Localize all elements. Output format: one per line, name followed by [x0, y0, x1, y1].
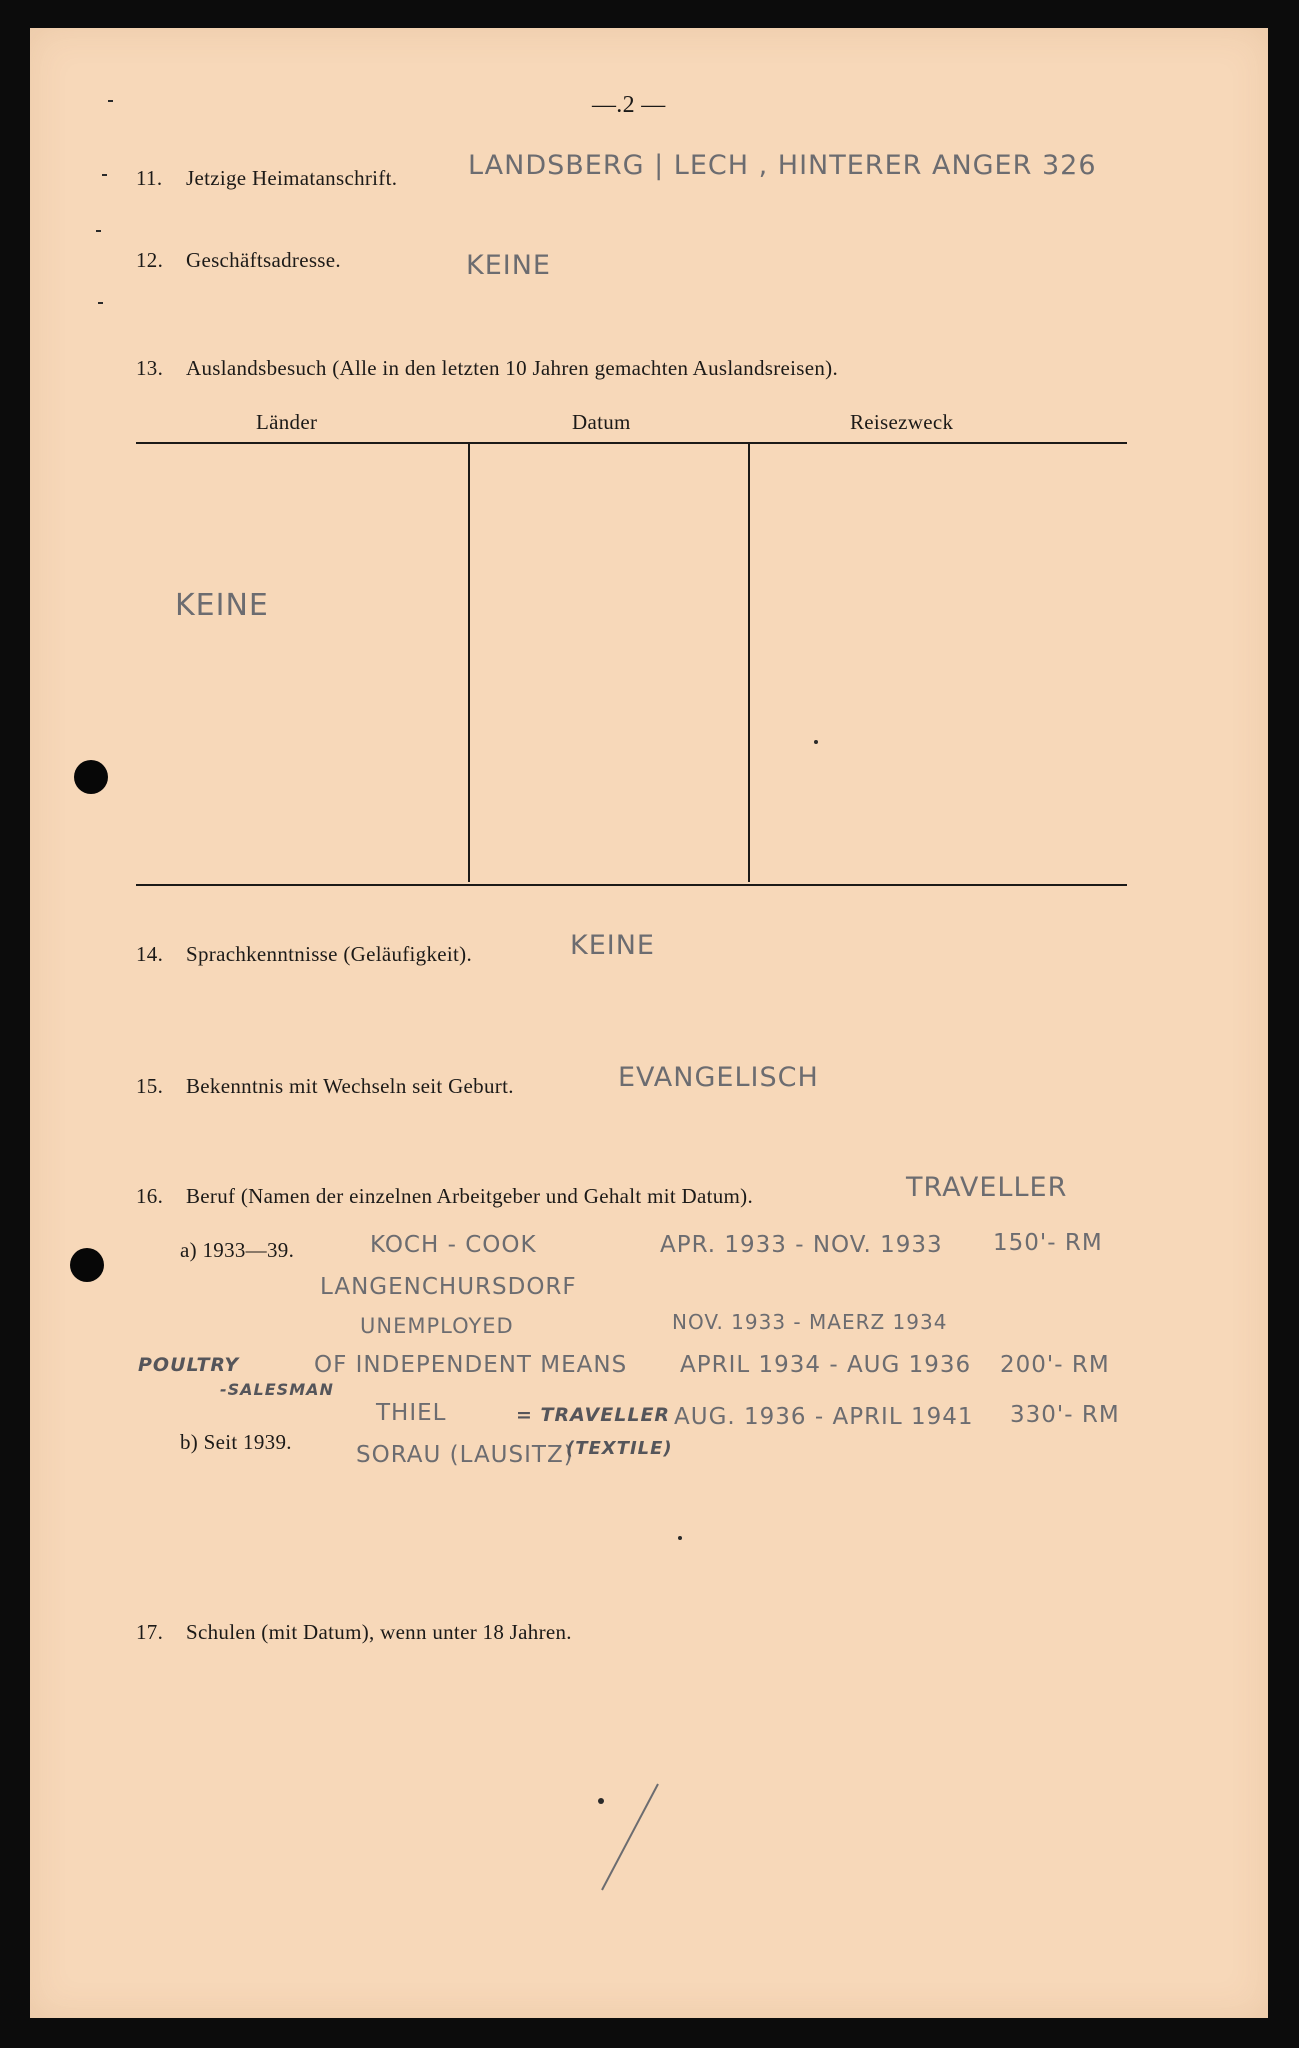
table-bottom-rule — [136, 884, 1127, 886]
employment-row-1-period: APR. 1933 - NOV. 1933 — [660, 1232, 943, 1258]
employment-row-4-salary: 200'- RM — [1000, 1352, 1110, 1378]
employment-row-6-employer: SORAU (LAUSITZ) — [356, 1442, 574, 1468]
margin-note-salesman: -SALESMAN — [220, 1380, 334, 1399]
table-header-reisezweck: Reisezweck — [850, 410, 954, 434]
employment-row-3-employer: UNEMPLOYED — [360, 1314, 514, 1338]
field-14-number: 14. — [136, 942, 164, 966]
stray-mark — [96, 230, 101, 232]
table-top-rule — [136, 442, 1127, 444]
pencil-stroke — [590, 1778, 670, 1898]
employment-a-label: a) 1933—39. — [180, 1238, 295, 1262]
field-11-number: 11. — [136, 166, 163, 190]
employment-row-4-period: APRIL 1934 - AUG 1936 — [680, 1352, 972, 1378]
field-11-label: Jetzige Heimatanschrift. — [186, 166, 398, 190]
employment-b-label: b) Seit 1939. — [180, 1430, 292, 1454]
employment-row-2-employer: LANGENCHURSDORF — [320, 1274, 577, 1300]
margin-note-poultry: POULTRY — [138, 1354, 240, 1376]
table-divider-1 — [468, 444, 470, 882]
field-15-number: 15. — [136, 1074, 164, 1098]
employment-row-1-salary: 150'- RM — [993, 1230, 1103, 1256]
employment-row-4-employer: OF INDEPENDENT MEANS — [314, 1352, 628, 1378]
field-13-label: Auslandsbesuch (Alle in den letzten 10 Jahren gemachten Auslandsreisen). — [186, 356, 838, 380]
travel-table-entry: KEINE — [175, 588, 269, 623]
field-12-label: Geschäftsadresse. — [186, 248, 341, 272]
field-13-number: 13. — [136, 356, 164, 380]
stray-dot — [814, 740, 818, 744]
document-page — [30, 28, 1268, 2018]
table-divider-2 — [748, 444, 750, 882]
field-12-answer: KEINE — [466, 250, 551, 281]
field-17-number: 17. — [136, 1620, 164, 1644]
field-15-label: Bekenntnis mit Wechseln seit Geburt. — [186, 1074, 514, 1098]
field-15-answer: EVANGELISCH — [618, 1062, 819, 1093]
employment-row-5-salary: 330'- RM — [1010, 1402, 1120, 1428]
table-header-datum: Datum — [572, 410, 631, 434]
field-16-label: Beruf (Namen der einzelnen Arbeitgeber und Gehalt mit Datum). — [186, 1184, 754, 1208]
punch-hole — [70, 1248, 104, 1282]
textile-note: (TEXTILE) — [566, 1438, 673, 1459]
employment-row-3-period: NOV. 1933 - MAERZ 1934 — [672, 1310, 948, 1334]
punch-hole — [74, 760, 108, 794]
field-17-label: Schulen (mit Datum), wenn unter 18 Jahren. — [186, 1620, 572, 1644]
field-12-number: 12. — [136, 248, 164, 272]
employment-row-1-employer: KOCH - COOK — [370, 1232, 537, 1258]
employment-row-5-period: AUG. 1936 - APRIL 1941 — [674, 1404, 974, 1430]
employment-row-5-employer: THIEL — [376, 1400, 447, 1426]
table-header-laender: Länder — [256, 410, 318, 434]
page-number: —.2 — — [592, 92, 666, 118]
traveller-note: = TRAVELLER — [516, 1404, 671, 1426]
field-16-answer: TRAVELLER — [906, 1172, 1068, 1203]
field-11-answer: LANDSBERG | LECH , HINTERER ANGER 326 — [468, 150, 1097, 181]
stray-dot — [678, 1536, 682, 1540]
field-14-label: Sprachkenntnisse (Geläufigkeit). — [186, 942, 473, 966]
stray-mark — [108, 100, 113, 102]
stray-mark — [102, 174, 107, 176]
field-14-answer: KEINE — [570, 930, 655, 961]
field-16-number: 16. — [136, 1184, 164, 1208]
stray-mark — [98, 302, 103, 304]
